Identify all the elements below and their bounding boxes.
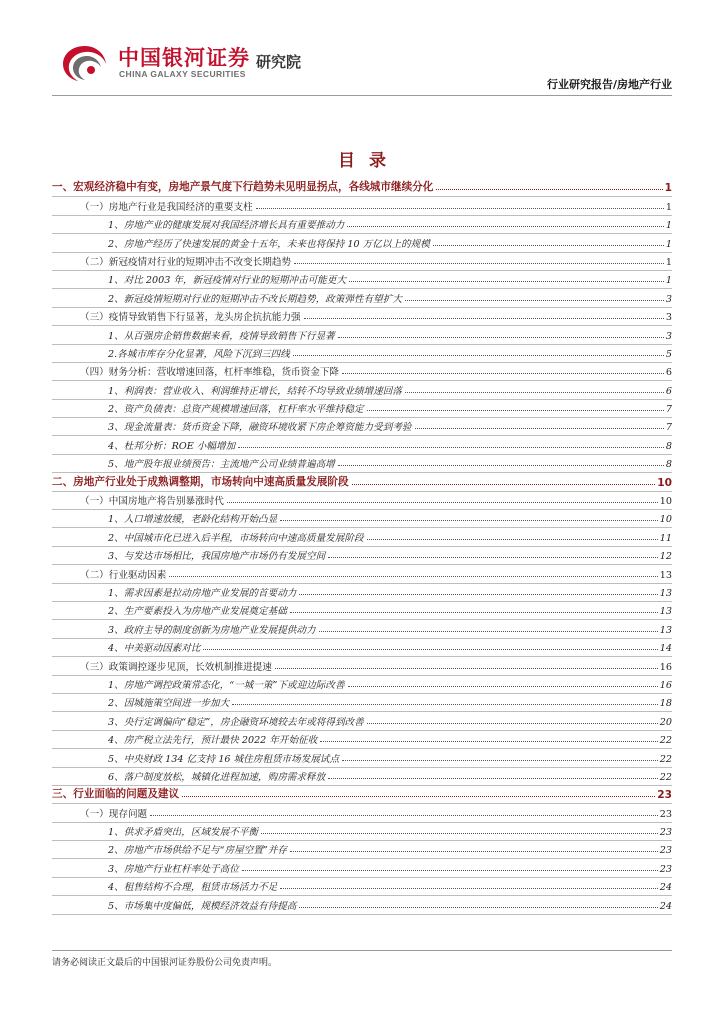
toc-entry-level-3[interactable] — [52, 345, 672, 363]
toc-entry-title: 1、利润表：营业收入、利润维持正增长，结转不均导致业绩增速回落 — [108, 385, 402, 397]
toc-entry-level-3[interactable] — [52, 271, 672, 289]
toc-dot-leader — [182, 788, 655, 797]
toc-page-number: 13 — [659, 624, 672, 636]
toc-page-number: 6 — [665, 367, 672, 379]
toc-dot-leader — [347, 218, 664, 227]
toc-page-number: 1 — [665, 275, 672, 287]
toc-entry-title: 4、租售结构不合理，租赁市场活力不足 — [108, 882, 278, 894]
toc-dot-leader — [342, 365, 664, 374]
toc-entry-level-3[interactable] — [52, 602, 672, 620]
toc-entry-level-3[interactable] — [52, 878, 672, 896]
toc-dot-leader — [227, 494, 658, 503]
toc-entry-level-2[interactable] — [52, 308, 672, 326]
galaxy-logo-icon — [60, 42, 110, 84]
toc-entry-level-3[interactable] — [52, 712, 672, 730]
footer-disclaimer: 请务必阅读正文最后的中国银河证券股份公司免责声明。 — [52, 958, 278, 968]
toc-entry-title: 5、地产股年报业绩预告：主流地产公司业绩普遍高增 — [108, 459, 335, 471]
toc-entry-title: 1、从百强房企销售数据来看，疫情导致销售下行显著 — [108, 330, 335, 342]
toc-entry-level-3[interactable] — [52, 823, 672, 841]
toc-dot-leader — [367, 531, 658, 540]
toc-dot-leader — [338, 329, 664, 338]
toc-entry-level-3[interactable] — [52, 620, 672, 638]
toc-entry-title: 1、房地产调控政策常态化，“一城一策”下或迎边际改善 — [108, 679, 345, 691]
toc-dot-leader — [415, 420, 664, 429]
toc-page-number: 12 — [659, 551, 672, 563]
toc-entry-title: 4、杜邦分析：ROE 小幅增加 — [108, 440, 236, 452]
toc-dot-leader — [405, 292, 664, 301]
toc-entry-title: 1、对比 2003 年，新冠疫情对行业的短期冲击可能更大 — [108, 275, 347, 287]
toc-page-number: 23 — [659, 863, 672, 875]
toc-entry-title: （二）新冠疫情对行业的短期冲击不改变长期趋势 — [80, 256, 292, 268]
footer-divider — [52, 950, 672, 951]
header-divider — [52, 95, 672, 96]
toc-dot-leader — [280, 512, 658, 521]
toc-page-number: 13 — [659, 569, 672, 581]
toc-entry-title: 1、供求矛盾突出，区域发展不平衡 — [108, 827, 259, 839]
toc-page-number: 23 — [659, 827, 672, 839]
toc-dot-leader — [436, 181, 662, 190]
toc-page-number: 24 — [659, 900, 672, 912]
toc-entry-level-3[interactable] — [52, 896, 672, 914]
toc-entry-level-2[interactable] — [52, 363, 672, 381]
toc-page-number: 10 — [659, 496, 672, 508]
toc-dot-leader — [328, 549, 658, 558]
toc-entry-title: 1、人口增速放缓，老龄化结构开始凸显 — [108, 514, 278, 526]
toc-page-number: 10 — [659, 514, 672, 526]
brand-name-en: CHINA GALAXY SECURITIES — [119, 69, 246, 79]
toc-dot-leader — [299, 899, 657, 908]
toc-entry-level-3[interactable] — [52, 510, 672, 528]
toc-entry-title: （三）疫情导致销售下行显著，龙头房企抗抗能力强 — [80, 312, 301, 324]
toc-dot-leader — [405, 384, 664, 393]
toc-entry-level-3[interactable] — [52, 400, 672, 418]
toc-entry-level-3[interactable] — [52, 676, 672, 694]
toc-dot-leader — [367, 402, 664, 411]
toc-entry-level-3[interactable] — [52, 436, 672, 454]
toc-page-number: 13 — [659, 587, 672, 599]
toc-dot-leader — [349, 273, 664, 282]
toc-page-number: 3 — [665, 293, 672, 305]
toc-page-number: 18 — [659, 698, 672, 710]
toc-page-number: 1 — [665, 220, 672, 232]
toc-entry-title: 3、现金流量表：货币资金下降，融资环境收紧下房企筹资能力受到考验 — [108, 422, 412, 434]
toc-title: 目录 — [338, 151, 400, 171]
toc-dot-leader — [261, 825, 658, 834]
toc-entry-level-3[interactable] — [52, 528, 672, 546]
toc-page-number: 22 — [659, 753, 672, 765]
toc-dot-leader — [328, 770, 658, 779]
toc-page-number: 16 — [659, 679, 672, 691]
toc-entry-title: （四）财务分析：营收增速回落，杠杆率维稳，货币资金下降 — [80, 367, 340, 379]
toc-entry-title: 3、政府主导的制度创新为房地产业发展提供动力 — [108, 624, 316, 636]
toc-dot-leader — [256, 200, 664, 209]
report-type-label: 行业研究报告/房地产行业 — [546, 78, 672, 91]
toc-entry-level-3[interactable] — [52, 234, 672, 252]
toc-entry-level-2[interactable] — [52, 197, 672, 215]
toc-page-number: 7 — [665, 422, 672, 434]
toc-page-number: 23 — [657, 789, 672, 802]
toc-dot-leader — [290, 843, 658, 852]
toc-entry-level-3[interactable] — [52, 381, 672, 399]
toc-page-number: 16 — [659, 661, 672, 673]
toc-entry-level-2[interactable] — [52, 492, 672, 510]
toc-entry-level-2[interactable] — [52, 657, 672, 675]
toc-dot-leader — [203, 641, 657, 650]
toc-entry-title: 2、中国城市化已进入后半程，市场转向中速高质量发展阶段 — [108, 532, 364, 544]
toc-entry-level-3[interactable] — [52, 326, 672, 344]
toc-page-number: 6 — [665, 385, 672, 397]
institute-label: 研究院 — [256, 53, 302, 71]
toc-entry-title: （三）政策调控逐步见顶，长效机制推进提速 — [80, 661, 272, 673]
toc-dot-leader — [338, 457, 664, 466]
page-header — [0, 0, 724, 96]
toc-dot-leader — [367, 715, 658, 724]
toc-entry-title: 一、宏观经济稳中有变，房地产景气度下行趋势未见明显拐点，各线城市继续分化 — [52, 181, 434, 194]
toc-entry-title: 4、房产税立法先行，预计最快 2022 年开始征收 — [108, 735, 318, 747]
toc-entry-title: 3、与发达市场相比，我国房地产市场仍有发展空间 — [108, 551, 326, 563]
toc-dot-leader — [169, 568, 657, 577]
table-of-contents — [52, 179, 672, 915]
toc-page-number: 5 — [665, 348, 672, 360]
toc-entry-level-3[interactable] — [52, 418, 672, 436]
toc-page-number: 23 — [659, 808, 672, 820]
toc-page-number: 22 — [659, 771, 672, 783]
toc-page-number: 8 — [665, 440, 672, 452]
toc-entry-level-3[interactable] — [52, 547, 672, 565]
toc-dot-leader — [294, 255, 664, 264]
toc-entry-level-3[interactable] — [52, 694, 672, 712]
toc-page-number: 1 — [665, 201, 672, 213]
toc-entry-level-1[interactable] — [52, 786, 672, 804]
toc-entry-title: 三、行业面临的问题及建议 — [52, 788, 180, 801]
toc-entry-level-1[interactable] — [52, 179, 672, 197]
toc-entry-level-3[interactable] — [52, 841, 672, 859]
toc-dot-leader — [319, 623, 658, 632]
toc-entry-level-3[interactable] — [52, 639, 672, 657]
toc-entry-title: 6、落户制度放松，城镇化进程加速，购房需求释放 — [108, 771, 326, 783]
toc-entry-title: 1、房地产业的健康发展对我国经济增长具有重要推动力 — [108, 220, 345, 232]
toc-entry-level-3[interactable] — [52, 731, 672, 749]
toc-entry-level-3[interactable] — [52, 455, 672, 473]
toc-page-number: 1 — [664, 182, 672, 195]
toc-dot-leader — [242, 862, 658, 871]
toc-entry-title: （一）现存问题 — [80, 808, 148, 820]
toc-entry-level-2[interactable] — [52, 565, 672, 583]
toc-entry-title: 1、需求因素是拉动房地产业发展的首要动力 — [108, 587, 297, 599]
toc-entry-level-3[interactable] — [52, 859, 672, 877]
toc-entry-level-2[interactable] — [52, 253, 672, 271]
toc-page-number: 3 — [665, 312, 672, 324]
toc-dot-leader — [280, 880, 658, 889]
toc-page-number: 7 — [665, 404, 672, 416]
toc-entry-title: 2、房地产市场供给不足与“房屋空置”并存 — [108, 845, 288, 857]
toc-page-number: 24 — [659, 882, 672, 894]
toc-entry-level-1[interactable] — [52, 473, 672, 491]
toc-entry-title: （二）行业驱动因素 — [80, 569, 167, 581]
toc-entry-title: 2、新冠疫情短期对行业的短期冲击不改长期趋势，政策弹性有望扩大 — [108, 293, 402, 305]
toc-entry-title: 3、央行定调偏向“稳定”，房企融资环境较去年或将得到改善 — [108, 716, 364, 728]
toc-dot-leader — [150, 807, 658, 816]
toc-entry-title: 二、房地产行业处于成熟调整期，市场转向中速高质量发展阶段 — [52, 475, 349, 488]
toc-dot-leader — [290, 604, 658, 613]
toc-dot-leader — [320, 733, 657, 742]
toc-page-number: 8 — [665, 459, 672, 471]
toc-entry-level-3[interactable] — [52, 216, 672, 234]
toc-page-number: 1 — [665, 238, 672, 250]
toc-entry-title: 4、中美驱动因素对比 — [108, 643, 201, 655]
toc-dot-leader — [299, 586, 657, 595]
toc-page-number: 3 — [665, 330, 672, 342]
toc-entry-level-2[interactable] — [52, 804, 672, 822]
toc-dot-leader — [232, 696, 658, 705]
toc-dot-leader — [238, 439, 664, 448]
brand-name-cn: 中国银河证券 — [118, 46, 250, 70]
toc-entry-title: 3、房地产行业杠杆率处于高位 — [108, 863, 239, 875]
toc-page-number: 22 — [659, 735, 672, 747]
toc-entry-title: 2、生产要素投入为房地产业发展奠定基础 — [108, 606, 287, 618]
toc-entry-title: 2、因城施策空间进一步加大 — [108, 698, 230, 710]
toc-entry-title: （一）房地产行业是我国经济的重要支柱 — [80, 201, 253, 213]
toc-page-number: 13 — [659, 606, 672, 618]
toc-dot-leader — [342, 752, 658, 761]
toc-entry-level-3[interactable] — [52, 768, 672, 786]
toc-page-number: 10 — [657, 476, 672, 489]
toc-page-number: 1 — [665, 256, 672, 268]
toc-dot-leader — [433, 237, 664, 246]
toc-page-number: 20 — [659, 716, 672, 728]
toc-entry-level-3[interactable] — [52, 749, 672, 767]
toc-entry-level-3[interactable] — [52, 584, 672, 602]
toc-page-number: 11 — [659, 532, 672, 544]
toc-dot-leader — [275, 660, 658, 669]
toc-entry-title: 5、中央财政 134 亿支持 16 城住房租赁市场发展试点 — [108, 753, 340, 765]
toc-dot-leader — [293, 347, 664, 356]
toc-entry-title: 5、市场集中度偏低，规模经济效益有待提高 — [108, 900, 297, 912]
toc-entry-title: （一）中国房地产将告别暴涨时代 — [80, 496, 224, 508]
toc-dot-leader — [348, 678, 658, 687]
toc-entry-title: 2、房地产经历了快速发展的黄金十五年，未来也将保持 10 万亿以上的规模 — [108, 238, 430, 250]
toc-page-number: 23 — [659, 845, 672, 857]
toc-page-number: 14 — [659, 643, 672, 655]
toc-entry-level-3[interactable] — [52, 289, 672, 307]
toc-entry-title: 2、资产负债表：总资产规模增速回落，杠杆率水平维持稳定 — [108, 404, 364, 416]
toc-entry-title: 2.各城市库存分化显著，风险下沉到三四线 — [108, 348, 290, 360]
toc-dot-leader — [304, 310, 664, 319]
toc-dot-leader — [352, 476, 656, 485]
